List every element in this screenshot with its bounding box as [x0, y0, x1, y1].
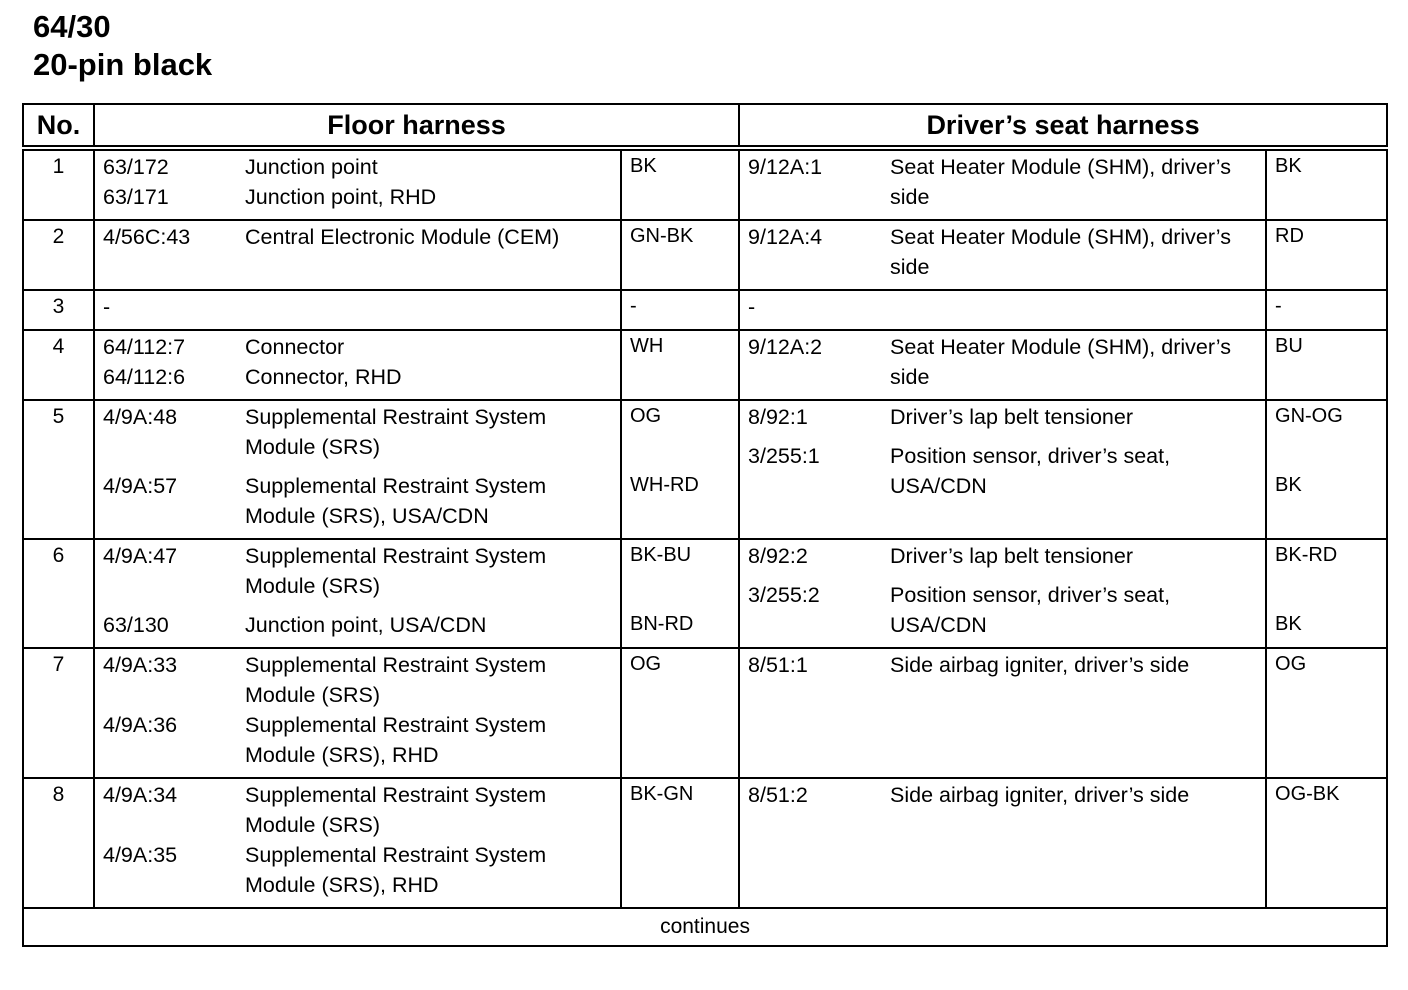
floor-wire-color-cell: [621, 539, 739, 648]
seat-wire-color: BK-RD: [1275, 544, 1338, 566]
floor-harness-entry: [103, 840, 614, 900]
seat-harness-code: -: [748, 295, 756, 319]
seat-wire-color: OG: [1275, 653, 1307, 675]
floor-wire-color: OG: [630, 653, 662, 675]
floor-wire-color: WH-RD: [630, 474, 699, 496]
floor-harness-description: [245, 292, 614, 322]
connector-id: 64/30: [33, 9, 111, 44]
floor-harness-description: Central Electronic Module (CEM): [245, 225, 560, 249]
floor-harness-description: Supplemental Restraint System Module (SRS): [245, 405, 547, 459]
pin-number: 5: [23, 400, 94, 539]
floor-harness-code: 64/112:6: [103, 365, 186, 389]
table-row: [23, 290, 1387, 330]
seat-harness-code: 3/255:2: [748, 583, 820, 607]
seat-harness-description: Driver’s lap belt tensioner: [890, 405, 1134, 429]
floor-harness-entry: [103, 332, 614, 362]
floor-wire-color-cell: [621, 330, 739, 400]
header-no: No.: [23, 104, 94, 148]
seat-wire-color: RD: [1275, 225, 1304, 247]
seat-wire-color-cell: [1266, 290, 1387, 330]
seat-wire-color-cell: [1266, 778, 1387, 908]
table-row: [23, 220, 1387, 290]
floor-harness-entry: [103, 710, 614, 770]
seat-harness-description: [890, 292, 1259, 322]
floor-wire-color: -: [630, 295, 637, 317]
floor-wire-color: BN-RD: [630, 613, 694, 635]
floor-harness-description: Junction point, USA/CDN: [245, 613, 487, 637]
table-row: [23, 648, 1387, 778]
floor-harness-description: Connector, RHD: [245, 365, 402, 389]
floor-harness-cell: [94, 220, 621, 290]
seat-harness-cell: [739, 220, 1266, 290]
seat-harness-cell: [739, 330, 1266, 400]
seat-harness-description: Driver’s lap belt tensioner: [890, 544, 1134, 568]
seat-harness-description: Seat Heater Module (SHM), driver’s side: [890, 225, 1231, 279]
floor-harness-code: 4/9A:47: [103, 544, 178, 568]
floor-harness-cell: [94, 778, 621, 908]
seat-wire-color-cell: [1266, 648, 1387, 778]
floor-harness-description: Supplemental Restraint System Module (SRS): [245, 544, 547, 598]
seat-wire-color: BU: [1275, 335, 1303, 357]
seat-harness-entry: [748, 332, 1259, 392]
floor-harness-cell: [94, 539, 621, 648]
floor-harness-entry: [103, 541, 614, 601]
floor-wire-color-cell: [621, 400, 739, 539]
seat-harness-entry: [748, 580, 1259, 640]
floor-wire-color-cell: [621, 778, 739, 908]
floor-wire-color: GN-BK: [630, 225, 694, 247]
table-footer-row: [23, 908, 1387, 946]
floor-harness-description: Supplemental Restraint System Module (SRS): [245, 783, 547, 837]
seat-harness-code: 8/92:1: [748, 405, 808, 429]
floor-harness-cell: [94, 648, 621, 778]
pin-number: 8: [23, 778, 94, 908]
pin-number: 1: [23, 148, 94, 220]
seat-harness-cell: [739, 648, 1266, 778]
floor-harness-code: 4/9A:33: [103, 653, 178, 677]
seat-harness-description: Seat Heater Module (SHM), driver’s side: [890, 155, 1231, 209]
seat-harness-entry: [748, 292, 1259, 322]
floor-harness-code: 63/172: [103, 155, 169, 179]
floor-harness-code: 4/56C:43: [103, 225, 191, 249]
table-header-row: [23, 104, 1387, 148]
seat-harness-cell: [739, 539, 1266, 648]
pin-number: 3: [23, 290, 94, 330]
floor-harness-cell: [94, 330, 621, 400]
floor-harness-code: 4/9A:57: [103, 474, 178, 498]
seat-wire-color: -: [1275, 295, 1282, 317]
floor-harness-entry: [103, 152, 614, 182]
seat-wire-color: GN-OG: [1275, 405, 1343, 427]
floor-harness-code: -: [103, 295, 111, 319]
seat-harness-description: Position sensor, driver’s seat, USA/CDN: [890, 583, 1171, 637]
seat-wire-color-cell: [1266, 330, 1387, 400]
floor-wire-color-cell: [621, 220, 739, 290]
seat-harness-cell: [739, 290, 1266, 330]
seat-harness-code: 8/51:2: [748, 783, 808, 807]
seat-wire-color: BK: [1275, 613, 1302, 635]
floor-wire-color: BK-BU: [630, 544, 692, 566]
floor-harness-cell: [94, 400, 621, 539]
floor-harness-entry: [103, 610, 614, 640]
seat-wire-color: OG-BK: [1275, 783, 1340, 805]
pin-number: 2: [23, 220, 94, 290]
floor-wire-color: BK-GN: [630, 783, 694, 805]
seat-harness-code: 9/12A:2: [748, 335, 823, 359]
floor-harness-entry: [103, 362, 614, 392]
pin-table: [22, 103, 1388, 947]
table-row: [23, 330, 1387, 400]
floor-harness-description: Supplemental Restraint System Module (SRS), USA/CDN: [245, 474, 547, 528]
table-row: [23, 148, 1387, 220]
floor-wire-color-cell: [621, 148, 739, 220]
seat-harness-description: Seat Heater Module (SHM), driver’s side: [890, 335, 1231, 389]
seat-harness-code: 9/12A:1: [748, 155, 823, 179]
seat-wire-color-cell: [1266, 539, 1387, 648]
floor-wire-color: OG: [630, 405, 662, 427]
header-floor-harness: Floor harness: [94, 104, 739, 148]
seat-harness-description: Position sensor, driver’s seat, USA/CDN: [890, 444, 1171, 498]
seat-wire-color: BK: [1275, 474, 1302, 496]
floor-harness-code: 4/9A:34: [103, 783, 178, 807]
floor-harness-code: 64/112:7: [103, 335, 186, 359]
seat-wire-color: BK: [1275, 155, 1302, 177]
pin-number: 7: [23, 648, 94, 778]
floor-harness-cell: [94, 148, 621, 220]
floor-harness-code: 63/171: [103, 185, 169, 209]
floor-harness-description: Junction point: [245, 155, 378, 179]
seat-wire-color-cell: [1266, 148, 1387, 220]
floor-harness-entry: [103, 471, 614, 531]
pin-number: 6: [23, 539, 94, 648]
floor-harness-description: Supplemental Restraint System Module (SRS), RHD: [245, 713, 547, 767]
floor-wire-color-cell: [621, 290, 739, 330]
floor-harness-entry: [103, 292, 614, 322]
seat-harness-entry: [748, 780, 1259, 810]
floor-harness-code: 4/9A:36: [103, 713, 178, 737]
seat-harness-entry: [748, 441, 1259, 501]
floor-harness-entry: [103, 780, 614, 840]
seat-harness-cell: [739, 400, 1266, 539]
seat-harness-description: Side airbag igniter, driver’s side: [890, 653, 1190, 677]
floor-harness-description: Junction point, RHD: [245, 185, 437, 209]
floor-harness-entry: [103, 222, 614, 252]
seat-harness-entry: [748, 222, 1259, 282]
seat-harness-entry: [748, 541, 1259, 571]
table-row: [23, 778, 1387, 908]
floor-harness-code: 63/130: [103, 613, 169, 637]
seat-wire-color-cell: [1266, 220, 1387, 290]
seat-harness-code: 8/92:2: [748, 544, 808, 568]
seat-harness-entry: [748, 650, 1259, 680]
seat-harness-entry: [748, 152, 1259, 212]
connector-description: 20-pin black: [33, 47, 213, 82]
header-drivers-seat-harness: Driver’s seat harness: [739, 104, 1387, 148]
floor-harness-entry: [103, 182, 614, 212]
floor-wire-color: BK: [630, 155, 657, 177]
floor-harness-description: Connector: [245, 335, 345, 359]
floor-wire-color-cell: [621, 648, 739, 778]
floor-harness-code: 4/9A:48: [103, 405, 178, 429]
pin-number: 4: [23, 330, 94, 400]
seat-harness-code: 8/51:1: [748, 653, 808, 677]
seat-harness-cell: [739, 148, 1266, 220]
floor-harness-description: Supplemental Restraint System Module (SRS), RHD: [245, 843, 547, 897]
floor-harness-description: Supplemental Restraint System Module (SRS): [245, 653, 547, 707]
floor-harness-code: 4/9A:35: [103, 843, 178, 867]
table-row: [23, 539, 1387, 648]
floor-harness-entry: [103, 402, 614, 462]
table-row: [23, 400, 1387, 539]
seat-wire-color-cell: [1266, 400, 1387, 539]
floor-harness-cell: [94, 290, 621, 330]
seat-harness-description: Side airbag igniter, driver’s side: [890, 783, 1190, 807]
continues-note: continues: [23, 908, 1387, 946]
seat-harness-cell: [739, 778, 1266, 908]
seat-harness-code: 9/12A:4: [748, 225, 823, 249]
floor-harness-entry: [103, 650, 614, 710]
seat-harness-code: 3/255:1: [748, 444, 820, 468]
seat-harness-entry: [748, 402, 1259, 432]
floor-wire-color: WH: [630, 335, 664, 357]
